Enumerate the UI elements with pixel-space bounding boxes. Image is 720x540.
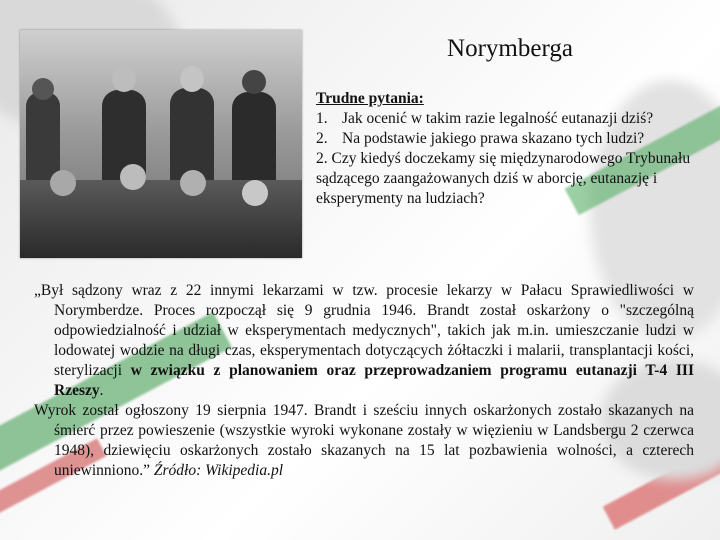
questions-heading: Trudne pytania: — [316, 90, 424, 107]
question-item — [316, 129, 706, 149]
photo-figure — [112, 66, 136, 92]
question-number: 1. — [316, 110, 328, 127]
question-number: 2. — [316, 130, 328, 147]
question-text: Na podstawie jakiego prawa skazano tych ludzi? — [342, 130, 645, 147]
source-citation: Źródło: Wikipedia.pl — [153, 462, 284, 479]
question-item — [316, 149, 706, 209]
photo-figure — [50, 170, 76, 196]
page-title: Norymberga — [447, 35, 573, 62]
paragraph-verdict — [10, 401, 694, 481]
question-number: 2. — [316, 150, 328, 167]
questions-block — [316, 89, 706, 209]
paragraph-trial — [34, 281, 694, 401]
question-text: Jak ocenić w takim razie legalność eutanazji dziś? — [342, 110, 654, 127]
photo-figure — [180, 170, 206, 196]
question-text: Czy kiedyś doczekamy się międzynarodowego Trybunału sądzącego zaangażowanych dziś w aborcję, eutanazję i eksperymenty na ludziach? — [316, 150, 691, 207]
main-text — [34, 281, 694, 481]
nuremberg-trial-photo — [20, 30, 302, 258]
paragraph-text: Wyrok został ogłoszony 19 sierpnia 1947. Brandt i sześciu innych oskarżonych zostało skazanych na śmierć przez powieszenie (wszystkie wyroki wykonane zostały w więzieniu w Landsbergu 2 czerwca 1948), dziewięciu oskarżonych zostało skazanych na 15 lat pozbawienia wolności, a czterech uniewinniono.” — [34, 402, 694, 479]
photo-figure — [242, 70, 266, 94]
photo-figure — [120, 164, 146, 190]
photo-figure — [180, 66, 204, 92]
paragraph-text: „Był sądzony wraz z 22 innymi lekarzami w tzw. procesie lekarzy w Pałacu Sprawiedliwości w Norymberdze. Proces rozpoczął się 9 grudnia 1946. Brandt został oskarżony o "szczególną odpowiedzialność i udział w eksperymentach medycznych", takich jak m.in. umieszczanie ludzi w lodowatej wodzie na długi czas, eksperymentach dotyczących żółtaczki i malarii, transplantacji kości, sterylizacji — [34, 282, 694, 379]
paragraph-bold-text: w związku z planowaniem oraz przeprowadzaniem programu eutanazji T-4 III Rzeszy — [54, 362, 694, 399]
question-item — [316, 109, 706, 129]
photo-figure — [32, 78, 54, 100]
photo-figure — [242, 180, 268, 206]
paragraph-text: . — [99, 382, 104, 399]
